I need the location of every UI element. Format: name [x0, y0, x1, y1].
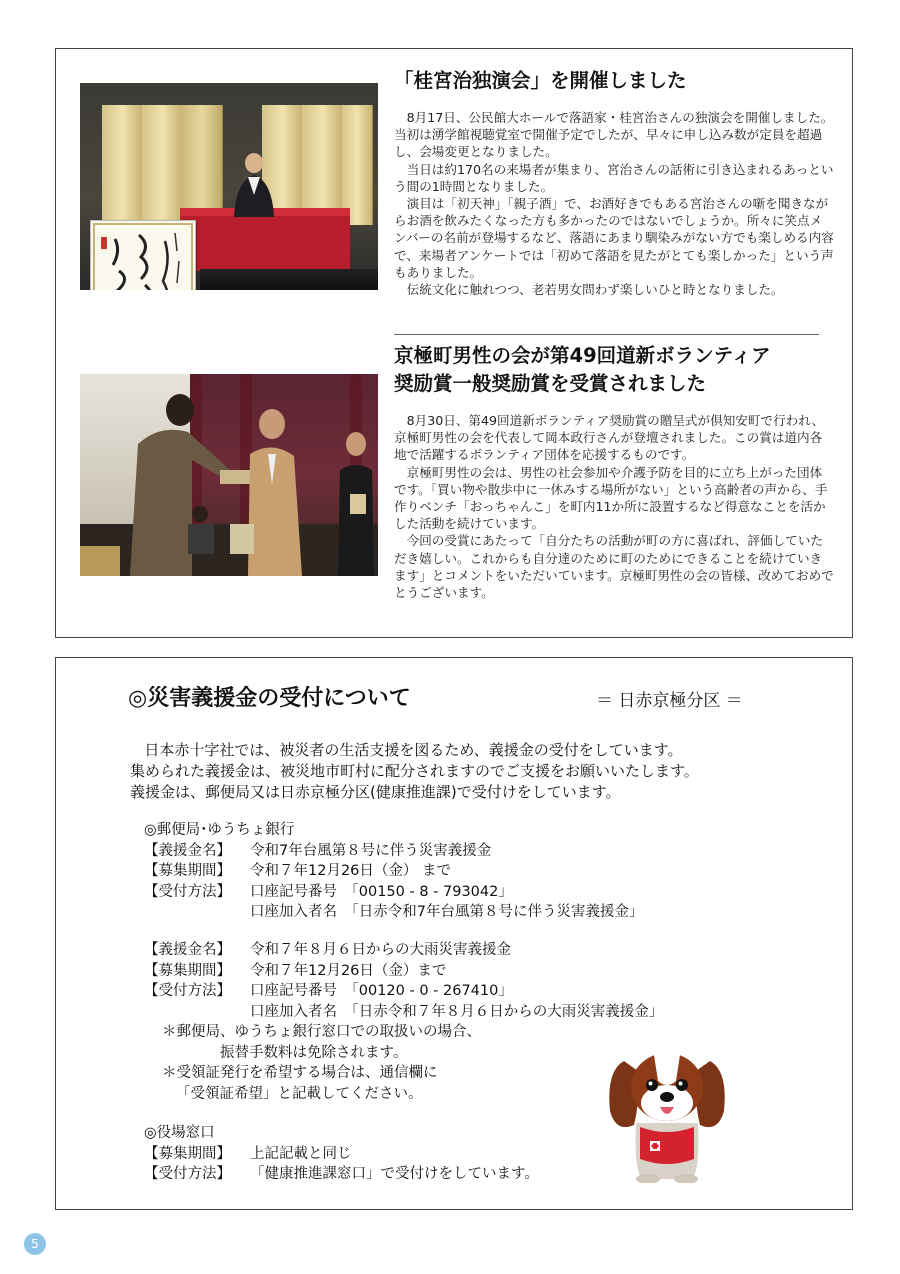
fund-name: 令和７年８月６日からの大雨災害義援金: [250, 942, 511, 958]
article2-title: [394, 342, 771, 398]
article1-paragraph: 伝統文化に触れつつ、老若男女問わず楽しいひと時となりました。: [406, 282, 784, 298]
fund-account-number: 口座記号番号 「00120 - 0 - 267410」: [250, 983, 513, 999]
donation-intro: [130, 740, 830, 803]
receipt-note: 「受領証希望」と記載してください。: [176, 1085, 423, 1102]
fund-period: 令和７年12月26日（金）まで: [250, 962, 447, 979]
article2-body: [394, 412, 834, 601]
article2-paragraph: 8月30日、第49回道新ボランティア奨励賞の贈呈式が倶知安町で行われ、京極町男性の会を代表して岡本政行さんが登壇されました。この賞は道内各地で活躍するボランティア団体を応援するものです。: [394, 413, 825, 463]
post-office-fund1: [144, 820, 643, 923]
article1-body: [394, 109, 834, 298]
donation-title: ◎災害義援金の受付について: [128, 686, 411, 711]
article2-paragraph: 京極町男性の会は、男性の社会参加や介護予防を目的に立ち上がった団体です。「買い物や散歩中に一休みする場所がない」という高齢者の声から、手作りベンチ「おっちゃんこ」を町内11か所に設置するなど得意なことを活かした活動を続けています。: [394, 464, 828, 532]
office-heading: ◎役場窓口: [144, 1125, 215, 1141]
donation-organization: ＝ 日赤京極分区 ＝: [596, 691, 743, 711]
receipt-note: ＊受領証発行を希望する場合は、通信欄に: [162, 1065, 438, 1081]
office-period: 上記記載と同じ: [250, 1145, 352, 1162]
award-ceremony-photo: [80, 374, 378, 576]
fund-label: 【募集期間】: [144, 863, 231, 879]
fund-label: 【義援金名】: [144, 842, 231, 859]
post-office-fund2: [144, 940, 663, 1104]
article2-title-line2: 奨励賞一般奨励賞を受賞されました: [394, 372, 707, 395]
fund-label: 【募集期間】: [144, 962, 231, 979]
article1-paragraph: 演目は「初天神」「親子酒」で、お酒好きでもある宮治さんの噺を聞きながらお酒を飲みたくなった方も多かったのではないでしょうか。所々に笑点メンバーの名前が登場するなど、落語にあまり馴染みがない方でも楽しめる内容で、来場者アンケートでは「初めて落語を見たがとても楽しかった」という声もありました。: [394, 196, 834, 280]
fund-label: 【受付方法】: [144, 883, 231, 900]
article2-paragraph: 今回の受賞にあたって「自分たちの活動が町の方に喜ばれ、評価していただき嬉しい。これからも自分達のために町のためにできることを続けていきます」とコメントをいただいています。京極町男性の会の皆様、改めておめでとうございます。: [394, 533, 834, 601]
fund-account-name: 口座加入者名 「日赤令和７年８月６日からの大雨災害義援金」: [250, 1003, 664, 1020]
fund-label: 【義援金名】: [144, 942, 231, 958]
red-cross-dog-mascot-icon: [604, 1041, 730, 1183]
fund-label: 【募集期間】: [144, 1145, 231, 1162]
fund-account-name: 口座加入者名 「日赤令和7年台風第８号に伴う災害義援金」: [250, 904, 644, 920]
article1-paragraph: 8月17日、公民館大ホールで落語家・桂宮治さんの独演会を開催しました。当初は湧学館視聴覚室で開催予定でしたが、早々に申し込み数が定員を超過し、会場変更となりました。: [394, 110, 834, 160]
intro-line: 義援金は、郵便局又は日赤京極分区(健康推進課)で受付けをしています。: [130, 783, 621, 801]
fund-period: 令和７年12月26日（金） まで: [250, 863, 452, 879]
article1-paragraph: 当日は約170名の来場者が集まり、宮治さんの話術に引き込まれるあっという間の1時間となりました。: [394, 161, 834, 194]
fund-label: 【受付方法】: [144, 1166, 231, 1182]
article2-title-line1: 京極町男性の会が第49回道新ボランティア: [394, 344, 771, 367]
town-office-window: [144, 1123, 539, 1185]
fund-name: 令和7年台風第８号に伴う災害義援金: [250, 842, 492, 859]
article-divider: [394, 334, 819, 335]
intro-line: 日本赤十字社では、被災者の生活支援を図るため、義援金の受付をしています。: [144, 741, 683, 759]
news-section: [55, 48, 853, 638]
fee-note: 振替手数料は免除されます。: [162, 1044, 408, 1061]
rakugo-performance-photo: [80, 83, 378, 290]
fee-note: ＊郵便局、ゆうちょ銀行窓口での取扱いの場合、: [162, 1024, 481, 1040]
fund-label: 【受付方法】: [144, 983, 231, 999]
autograph-shikishi: [90, 220, 196, 290]
intro-line: 集められた義援金は、被災地市町村に配分されますのでご支援をお願いいたします。: [130, 762, 699, 780]
fund-account-number: 口座記号番号 「00150 - 8 - 793042」: [250, 883, 513, 900]
page-number: 5: [24, 1233, 46, 1255]
post-heading: ◎郵便局･ゆうちょ銀行: [144, 822, 295, 838]
donation-section: [55, 657, 853, 1210]
office-method: 「健康推進課窓口」で受付けをしています。: [250, 1166, 539, 1182]
article1-title: 「桂宮治独演会」を開催しました: [394, 69, 687, 92]
